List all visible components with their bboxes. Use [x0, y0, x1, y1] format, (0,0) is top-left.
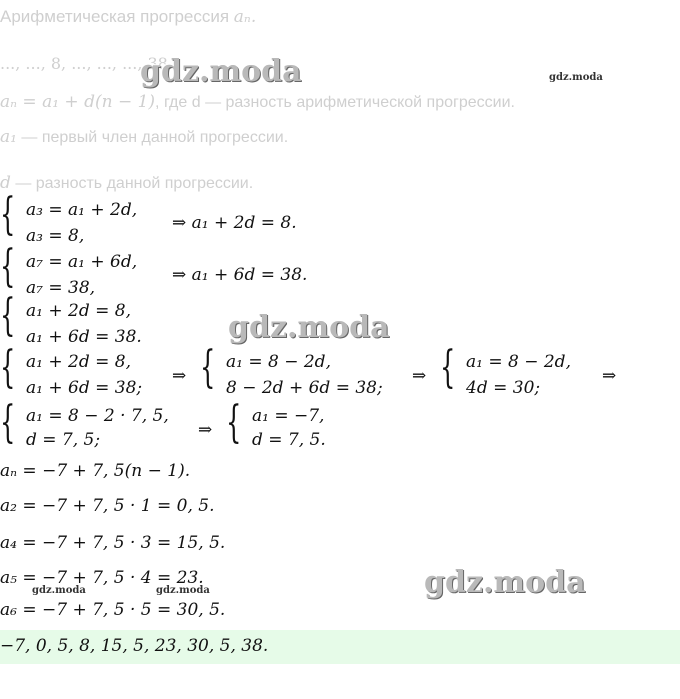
- first-term-math: a₁: [0, 127, 17, 147]
- system-4-line-2: a₁ + 6d = 38;: [26, 378, 143, 398]
- system-5-line-1: a₁ = 8 − 2 · 7, 5,: [26, 406, 169, 426]
- watermark-small-left: gdz.moda: [32, 585, 86, 596]
- system-5b-line-1: a₁ = −7,: [252, 406, 325, 426]
- system-3-line-2: a₁ + 6d = 38.: [26, 327, 142, 347]
- system-4-line-1: a₁ + 2d = 8,: [26, 352, 131, 372]
- watermark-top: gdz.moda: [140, 54, 302, 89]
- answer-sequence: −7, 0, 5, 8, 15, 5, 23, 30, 5, 38.: [0, 636, 269, 656]
- difference-math: d: [0, 173, 11, 193]
- system-1-line-2: a₃ = 8,: [26, 226, 85, 246]
- general-formula-line: [0, 92, 515, 112]
- problem-title: [0, 7, 256, 27]
- system-4b-line-1: a₁ = 8 − 2d,: [226, 352, 331, 372]
- first-term-text: — первый член данной прогрессии.: [16, 129, 289, 146]
- system-4b-arrow: ⇒: [412, 366, 427, 386]
- watermark-small-top: gdz.moda: [549, 72, 603, 83]
- system-2-line-1: a₇ = a₁ + 6d,: [26, 252, 138, 272]
- system-5-arrow: ⇒: [198, 420, 213, 440]
- system-4c-line-2: 4d = 30;: [466, 378, 541, 398]
- watermark-bottom: gdz.moda: [424, 565, 586, 600]
- general-term-result: aₙ = −7 + 7, 5(n − 1).: [0, 461, 191, 481]
- system-1-line-1: a₃ = a₁ + 2d,: [26, 200, 138, 220]
- system-4-brace: {: [0, 342, 16, 393]
- system-4c-brace: {: [440, 342, 456, 393]
- system-3-brace: {: [0, 290, 16, 341]
- system-1-brace: {: [0, 189, 16, 240]
- problem-title-var: aₙ.: [233, 7, 257, 27]
- system-4b-brace: {: [200, 342, 216, 393]
- general-formula-math: aₙ = a₁ + d(n − 1): [0, 92, 156, 112]
- system-4b-line-2: 8 − 2d + 6d = 38;: [226, 378, 383, 398]
- term-a5: a₅ = −7 + 7, 5 · 4 = 23.: [0, 568, 204, 588]
- term-a4: a₄ = −7 + 7, 5 · 3 = 15, 5.: [0, 533, 226, 553]
- system-2-brace: {: [0, 241, 16, 292]
- term-a2: a₂ = −7 + 7, 5 · 1 = 0, 5.: [0, 496, 215, 516]
- difference-text: — разность данной прогрессии.: [10, 175, 254, 192]
- term-a6: a₆ = −7 + 7, 5 · 5 = 30, 5.: [0, 600, 226, 620]
- given-sequence: ..., ..., 8, ..., ..., ..., 38.: [0, 54, 173, 73]
- system-5b-line-2: d = 7, 5.: [252, 430, 326, 450]
- system-5-brace: {: [0, 397, 16, 448]
- system-1-result: ⇒ a₁ + 2d = 8.: [172, 213, 297, 233]
- system-4c-line-1: a₁ = 8 − 2d,: [466, 352, 571, 372]
- general-formula-text: , где d — разность арифметической прогрессии.: [155, 94, 515, 111]
- system-4c-arrow: ⇒: [602, 366, 617, 386]
- problem-title-text: Арифметическая прогрессия: [0, 7, 234, 26]
- system-4-arrow: ⇒: [172, 366, 187, 386]
- system-5b-brace: {: [226, 397, 242, 448]
- watermark-middle: gdz.moda: [228, 310, 390, 345]
- first-term-line: [0, 127, 288, 147]
- system-2-result: ⇒ a₁ + 6d = 38.: [172, 265, 308, 285]
- difference-line: [0, 173, 253, 193]
- system-2-line-2: a₇ = 38,: [26, 278, 96, 298]
- system-5-line-2: d = 7, 5;: [26, 430, 101, 450]
- system-3-line-1: a₁ + 2d = 8,: [26, 301, 131, 321]
- watermark-small-center: gdz.moda: [156, 585, 210, 596]
